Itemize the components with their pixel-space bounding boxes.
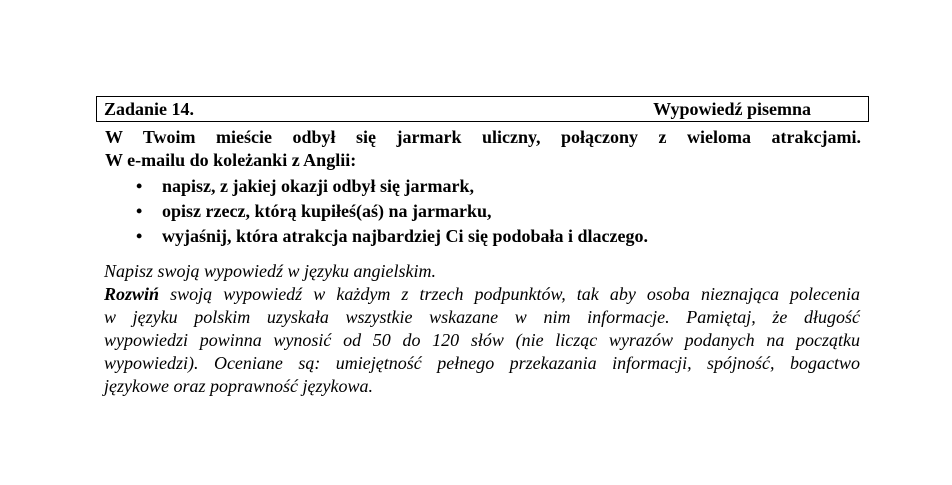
bullet-icon: •	[136, 176, 143, 196]
task-note	[104, 260, 860, 398]
instruction-line-2: W e-mailu do koleżanki z Anglii:	[105, 150, 357, 170]
task-type: Wypowiedź pisemna	[653, 99, 811, 119]
bullet-icon: •	[136, 226, 143, 246]
note-line-5: wypowiedzi). Oceniane są: umiejętność pełnego przekazania informacji, spójność, bogactwo	[104, 353, 860, 373]
bullet-text: wyjaśnij, która atrakcja najbardziej Ci się podobała i dlaczego.	[162, 226, 648, 246]
list-item	[136, 199, 648, 224]
instruction-line-1: W Twoim mieście odbył się jarmark uliczny, połączony z wieloma atrakcjami.	[105, 127, 861, 147]
note-line-1: Napisz swoją wypowiedź w języku angielskim.	[104, 261, 436, 281]
list-item	[136, 224, 648, 249]
note-lead-word: Rozwiń	[104, 284, 160, 304]
list-item	[136, 174, 648, 199]
instruction-bullet-list	[136, 174, 648, 249]
note-line-4: wypowiedzi powinna wynosić od 50 do 120 słów (nie licząc wyrazów podanych na początku	[104, 330, 860, 350]
note-line-2-text: swoją wypowiedź w każdym z trzech podpunktów, tak aby osoba nieznająca polecenia	[159, 284, 860, 304]
bullet-text: opisz rzecz, którą kupiłeś(aś) na jarmarku,	[162, 201, 492, 221]
bullet-icon: •	[136, 201, 143, 221]
note-line-3: w języku polskim uzyskała wszystkie wskazane w nim informacje. Pamiętaj, że długość	[104, 307, 860, 327]
task-instruction	[105, 126, 861, 172]
task-number: Zadanie 14.	[104, 99, 195, 119]
bullet-text: napisz, z jakiej okazji odbył się jarmark,	[162, 176, 474, 196]
note-line-2	[104, 283, 860, 306]
note-line-6: językowe oraz poprawność językowa.	[104, 376, 373, 396]
task-header-box	[96, 96, 869, 122]
